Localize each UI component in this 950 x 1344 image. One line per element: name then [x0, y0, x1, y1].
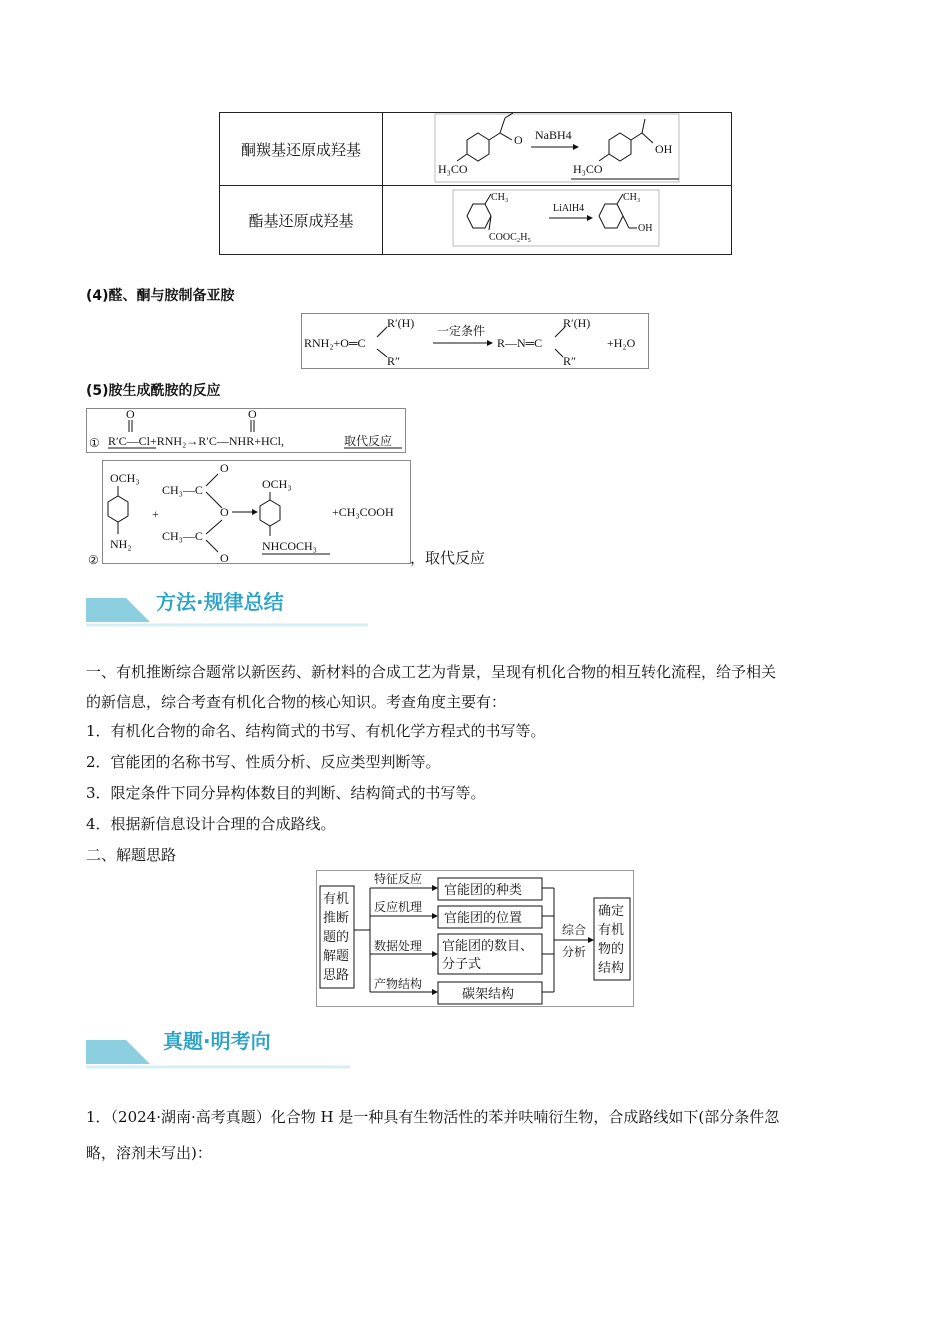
reduction-table — [219, 112, 732, 255]
reagent-label: NaBH4 — [535, 128, 572, 142]
svg-text:NHCOCH₃: NHCOCH₃ — [262, 539, 317, 553]
svg-text:O: O — [126, 408, 135, 421]
table-row — [220, 186, 732, 255]
flow-box-text: 官能团的种类 — [444, 883, 523, 898]
merge-label: 分析 — [562, 945, 587, 959]
svg-text:+CH₃COOH: +CH₃COOH — [332, 505, 394, 519]
edge-label: 特征反应 — [374, 872, 423, 886]
list-item: 4．根据新信息设计合理的合成路线。 — [86, 815, 336, 833]
svg-text:OCH₃: OCH₃ — [110, 471, 140, 485]
svg-text:H₃CO: H₃CO — [438, 162, 468, 176]
svg-text:R—N═C: R—N═C — [497, 336, 543, 350]
end-box-text: 确定 — [598, 904, 625, 919]
amide-equation-1 — [86, 408, 406, 453]
ester-reduction-scheme — [383, 186, 732, 255]
section-title: 方法·规律总结 — [156, 590, 284, 614]
end-box-text: 有机 — [598, 923, 625, 938]
svg-text:OH: OH — [655, 142, 673, 156]
svg-text:O: O — [248, 408, 257, 421]
start-box-text: 有机 — [323, 892, 350, 907]
question-text-line: 1．（2024·湖南·高考真题）化合物 H 是一种具有生物活性的苯并呋喃衍生物，合成路线如下(部分条件忽 — [86, 1108, 780, 1126]
flow-box-text: 分子式 — [442, 957, 482, 972]
svg-text:H₃CO: H₃CO — [573, 162, 603, 176]
list-item: 3．限定条件下同分异构体数目的判断、结构简式的书写等。 — [86, 784, 486, 802]
svg-text:OH: OH — [638, 223, 653, 234]
question-text-line: 略，溶剂未写出)： — [86, 1144, 212, 1162]
svg-text:COOC₂H₅: COOC₂H₅ — [489, 232, 531, 243]
solving-flowchart — [316, 870, 634, 1008]
svg-text:RNH₂+O═C: RNH₂+O═C — [304, 336, 366, 350]
intro-paragraph-line: 的新信息，综合考查有机化合物的核心知识。考查角度主要有： — [86, 693, 507, 711]
svg-text:CH₃: CH₃ — [491, 192, 509, 203]
ketone-reduction-scheme — [383, 113, 732, 186]
row-label: 酯基还原成羟基 — [220, 186, 383, 255]
amide-heading: (5)胺生成酰胺的反应 — [86, 383, 221, 399]
svg-text:R″: R″ — [387, 354, 401, 368]
edge-label: 反应机理 — [374, 900, 423, 914]
svg-text:+H₂O: +H₂O — [607, 336, 636, 350]
svg-text:R′(H): R′(H) — [387, 316, 415, 330]
reagent-label: LiAlH4 — [553, 203, 585, 214]
svg-text:O: O — [220, 551, 229, 565]
merge-label: 综合 — [562, 923, 587, 937]
svg-text:+: + — [152, 507, 159, 521]
flow-box-text: 官能团的数目、 — [442, 939, 534, 954]
svg-text:O: O — [220, 505, 229, 519]
eq1-type: 取代反应 — [344, 434, 393, 448]
eq2-number: ② — [88, 553, 99, 567]
list-item: 2．官能团的名称书写、性质分析、反应类型判断等。 — [86, 753, 441, 771]
svg-text:O: O — [220, 461, 229, 475]
edge-label: 产物结构 — [374, 977, 423, 991]
imine-equation — [301, 313, 649, 369]
flow-box-text: 官能团的位置 — [444, 911, 523, 926]
end-box-text: 物的 — [598, 942, 625, 957]
intro-paragraph-line: 一、有机推断综合题常以新医药、新材料的合成工艺为背景，呈现有机化合物的相互转化流程，给予相关 — [86, 663, 777, 681]
svg-text:R′C—Cl+RNH₂→R′C—NHR+HCl,: R′C—Cl+RNH₂→R′C—NHR+HCl, — [108, 434, 284, 448]
svg-text:CH₃—C: CH₃—C — [162, 483, 203, 497]
start-box-text: 解题 — [323, 949, 350, 964]
section-title: 真题·明考向 — [163, 1029, 271, 1053]
approach-heading: 二、解题思路 — [86, 846, 177, 864]
imine-condition: 一定条件 — [437, 324, 486, 338]
row-label: 酮羰基还原成羟基 — [220, 113, 383, 186]
eq2-type: ，取代反应 — [410, 549, 486, 567]
eq1-number: ① — [89, 436, 100, 450]
imine-heading: (4)醛、酮与胺制备亚胺 — [86, 288, 235, 304]
table-row — [220, 113, 732, 186]
svg-text:O: O — [514, 133, 523, 147]
svg-text:CH₃—C: CH₃—C — [162, 529, 203, 543]
svg-text:CH₃: CH₃ — [623, 192, 641, 203]
svg-text:R″: R″ — [563, 354, 577, 368]
svg-text:R′(H): R′(H) — [563, 316, 591, 330]
start-box-text: 思路 — [323, 968, 350, 983]
start-box-text: 题的 — [323, 930, 350, 945]
list-item: 1．有机化合物的命名、结构简式的书写、有机化学方程式的书写等。 — [86, 722, 546, 740]
start-box-text: 推断 — [323, 911, 350, 926]
edge-label: 数据处理 — [374, 939, 423, 953]
end-box-text: 结构 — [598, 961, 625, 976]
svg-text:NH₂: NH₂ — [110, 537, 132, 551]
amide-equation-2 — [86, 460, 416, 568]
flow-box-text: 碳架结构 — [462, 987, 515, 1002]
svg-text:OCH₃: OCH₃ — [262, 477, 292, 491]
